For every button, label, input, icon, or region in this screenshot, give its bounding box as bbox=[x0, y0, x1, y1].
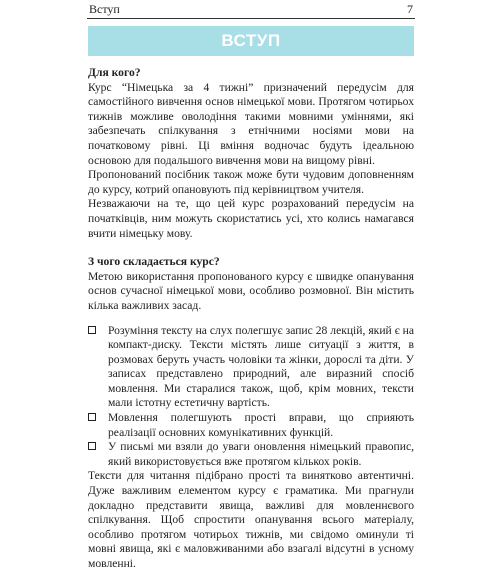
paragraph: Метою використання пропонованого курсу є швидке опанування основ сучасної німецької мови, особливо розмовної. Він містить кілька важливих засад. bbox=[88, 269, 414, 312]
list-item-text: У письмі ми взяли до уваги оновлення німецький правопис, який використовується вже протягом кількох років. bbox=[108, 440, 414, 468]
page-body bbox=[88, 66, 414, 572]
checkbox-bullet-icon bbox=[88, 413, 96, 421]
paragraph: Тексти для читання підібрано прості та винятково автентичні. Дуже важливим елементом курсу є граматика. Ми прагнули докладно представити явища, важливі для мовленнєвого спілкування. Щоб спростити опанування всього матеріалу, особливо протягом чотирьох тижнів, ми свідомо оминули ті мовні явища, які є маловживаними або взагалі відсутні в усному мовленні. bbox=[88, 469, 414, 570]
paragraph: Курс “Німецька за 4 тижні” призначений передусім для самостійного вивчення основ німецької мови. Протягом чотирьох тижнів можливе оволодіння такими мовними уміннями, які забезпечать спілкування з етнічними носіями мови на початковому рівні. Ці вміння водночас будуть ідеальною основою для подальшого вивчення мови на вищому рівні. bbox=[88, 80, 414, 167]
list-item-text: Мовлення полегшують прості вправи, що сприяють реалізації основних комунікативних функцій. bbox=[108, 411, 414, 439]
section-heading-course-content: З чого складається курс? bbox=[88, 255, 220, 269]
list-item bbox=[88, 411, 414, 440]
header-section-title: Вступ bbox=[89, 2, 120, 16]
page-number: 7 bbox=[407, 2, 413, 16]
list-item bbox=[88, 440, 414, 469]
checkbox-bullet-icon bbox=[88, 442, 96, 450]
paragraph: Пропонований посібник також може бути чудовим доповненням до курсу, котрий опановують під керівництвом учителя. bbox=[88, 168, 414, 196]
running-header bbox=[87, 2, 415, 19]
checkbox-bullet-icon bbox=[88, 326, 96, 334]
section-heading-for-whom: Для кого? bbox=[88, 66, 141, 79]
chapter-title: ВСТУП bbox=[221, 31, 281, 50]
list-item-text: Розуміння тексту на слух полегшує запис 28 лекцій, який є на компакт-диску. Тексти містять лише ситуації з життя, в розмовах беруть участь чоловіки та жінки, дорослі та діти. У записах представлено природний, але виразний спосіб мовлення. Ми старалися також, щоб, крім мовних, тексти мали істотну естетичну вартість. bbox=[108, 323, 414, 410]
chapter-banner bbox=[88, 26, 414, 56]
list-item bbox=[88, 324, 414, 412]
features-list bbox=[88, 324, 414, 470]
paragraph: Незважаючи на те, що цей курс розрахований передусім на початківців, ним можуть скористатись усі, хто колись намагався вчити німецьку мову. bbox=[88, 197, 414, 240]
